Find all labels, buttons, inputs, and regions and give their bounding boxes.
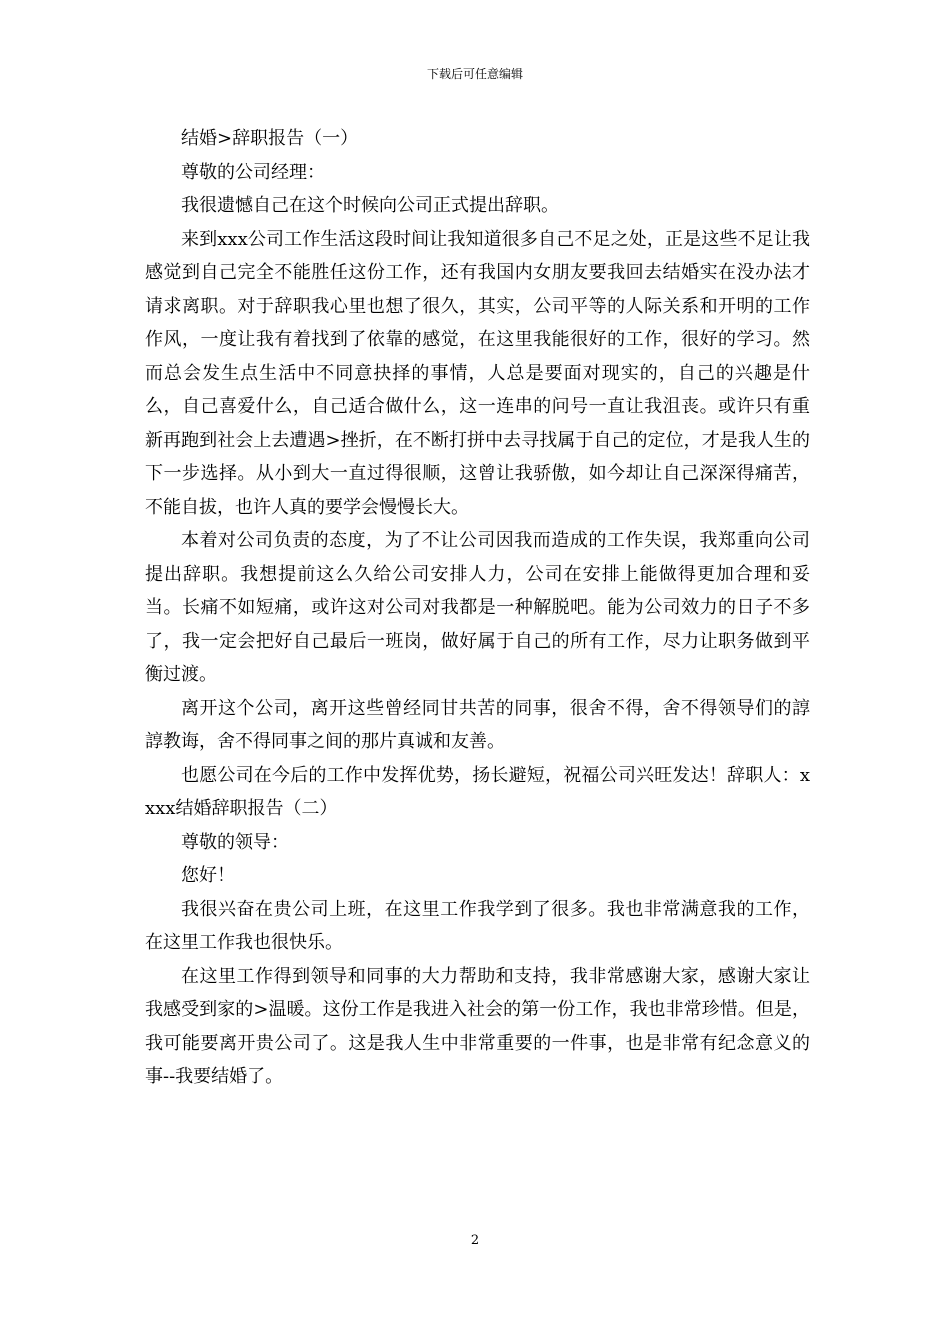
body-paragraph: 我很兴奋在贵公司上班，在这里工作我学到了很多。我也非常满意我的工作，在这里工作我也很快乐。	[145, 898, 810, 953]
page-header-note: 下载后可任意编辑	[426, 67, 523, 81]
greeting: 您好！	[181, 865, 235, 886]
body-paragraph: 我很遗憾自己在这个时候向公司正式提出辞职。	[181, 195, 559, 216]
page-number: 2	[470, 1233, 480, 1248]
body-paragraph: 本着对公司负责的态度，为了不让公司因我而造成的工作失误，我郑重向公司提出辞职。我想提前这么久给公司安排人力，公司在安排上能做得更加合理和妥当。长痛不如短痛，或许这对公司对我都是一种解脱吧。能为公司效力的日子不多了，我一定会把好自己最后一班岗，做好属于自己的所有工作，尽力让职务做到平衡过渡。	[145, 530, 810, 685]
body-paragraph: 也愿公司在今后的工作中发挥优势，扬长避短，祝福公司兴旺发达！辞职人：xxxx结婚辞职报告（二）	[145, 764, 810, 819]
body-paragraph: 在这里工作得到领导和同事的大力帮助和支持，我非常感谢大家，感谢大家让我感受到家的>温暖。这份工作是我进入社会的第一份工作，我也非常珍惜。但是，我可能要离开贵公司了。这是我人生中非常重要的一件事，也是非常有纪念意义的事--我要结婚了。	[145, 965, 810, 1087]
document-body	[145, 122, 810, 1094]
body-paragraph: 来到xxx公司工作生活这段时间让我知道很多自己不足之处，正是这些不足让我感觉到自己完全不能胜任这份工作，还有我国内女朋友要我回去结婚实在没办法才请求离职。对于辞职我心里也想了很久，其实，公司平等的人际关系和开明的工作作风，一度让我有着找到了依靠的感觉，在这里我能很好的工作，很好的学习。然而总会发生点生活中不同意抉择的事情，人总是要面对现实的，自己的兴趣是什么，自己喜爱什么，自己适合做什么，这一连串的问号一直让我沮丧。或许只有重新再跑到社会上去遭遇>挫折，在不断打拼中去寻找属于自己的定位，才是我人生的下一步选择。从小到大一直过得很顺，这曾让我骄傲，如今却让自己深深得痛苦，不能自拔，也许人真的要学会慢慢长大。	[145, 228, 810, 518]
salutation-1: 尊敬的公司经理：	[181, 161, 325, 183]
document-title-1: 结婚>辞职报告（一）	[181, 128, 359, 149]
body-paragraph: 离开这个公司，离开这些曾经同甘共苦的同事，很舍不得，舍不得领导们的諄諄教诲，舍不得同事之间的那片真诚和友善。	[145, 697, 810, 752]
salutation-2: 尊敬的领导：	[181, 831, 289, 853]
